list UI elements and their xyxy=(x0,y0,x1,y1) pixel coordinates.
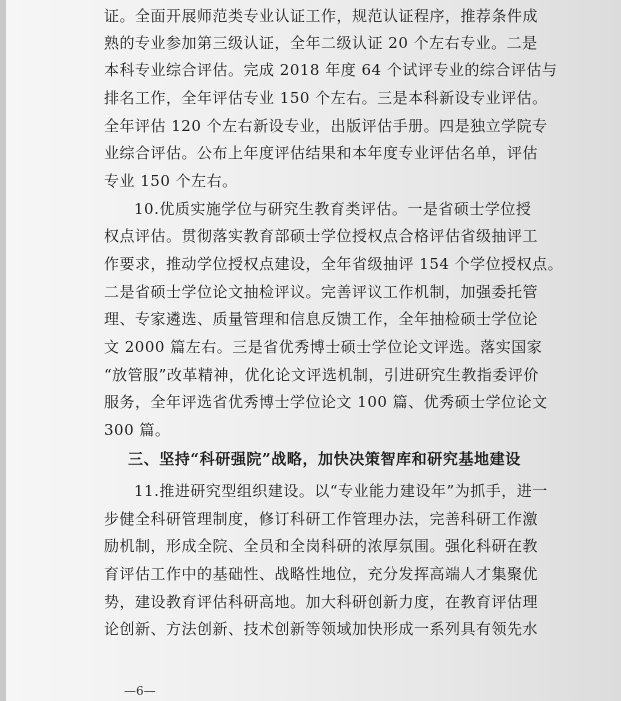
text-line: 本科专业综合评估。完成 2018 年度 64 个试评专业的综合评估与 xyxy=(104,61,558,79)
text-line: 论创新、方法创新、技术创新等领域加快形成一系列具有领先水 xyxy=(104,620,539,638)
text-line: 熟的专业参加第三级认证，全年二级认证 20 个左右专业。二是 xyxy=(104,34,538,52)
text-line: 文 2000 篇左右。三是省优秀博士硕士学位论文评选。落实国家 xyxy=(104,338,543,356)
text-line: 权点评估。贯彻落实教育部硕士学位授权点合格评估省级抽评工 xyxy=(104,227,539,245)
text-line: 专业 150 个左右。 xyxy=(104,172,238,190)
text-line: 理、专家遴选、质量管理和信息反馈工作，全年抽检硕士学位论 xyxy=(104,310,539,328)
page-gutter-shadow xyxy=(0,0,6,701)
text-line: 排名工作，全年评估专业 150 个左右。三是本科新设专业评估。 xyxy=(104,89,548,107)
text-line: “放管服”改革精神，优化论文评选机制，引进研究生教指委评价 xyxy=(104,366,539,384)
text-line: 励机制，形成全院、全员和全岗科研的浓厚氛围。强化科研在教 xyxy=(104,537,539,555)
text-line: 势，建设教育评估科研高地。加大科研创新力度，在教育评估理 xyxy=(104,593,539,611)
text-line: 业综合评估。公布上年度评估结果和本年度专业评估名单，评估 xyxy=(104,144,539,162)
section-heading: 三、坚持“科研强院”战略，加快决策智库和研究基地建设 xyxy=(128,450,521,468)
text-line: 二是省硕士学位论文抽检评议。完善评议工作机制，加强委托管 xyxy=(104,283,539,301)
text-line: 作要求，推动学位授权点建设，全年省级抽评 154 个学位授权点。 xyxy=(104,255,564,273)
text-line: 服务，全年评选省优秀博士学位论文 100 篇、优秀硕士学位论文 xyxy=(104,393,548,411)
text-line: 300 篇。 xyxy=(104,421,171,439)
paragraph-heading-10: 10.优质实施学位与研究生教育类评估。一是省硕士学位授 xyxy=(134,200,532,218)
text-line: 育评估工作中的基础性、战略性地位，充分发挥高端人才集聚优 xyxy=(104,565,539,583)
text-line: 全年评估 120 个左右新设专业，出版评估手册。四是独立学院专 xyxy=(104,117,548,135)
page-number: —6— xyxy=(124,684,156,698)
text-line: 证。全面开展师范类专业认证工作，规范认证程序，推荐条件成 xyxy=(104,7,539,25)
paragraph-heading-11: 11.推进研究型组织建设。以“专业能力建设年”为抓手，进一 xyxy=(134,482,548,500)
text-line: 步健全科研管理制度，修订科研工作管理办法，完善科研工作激 xyxy=(104,510,539,528)
